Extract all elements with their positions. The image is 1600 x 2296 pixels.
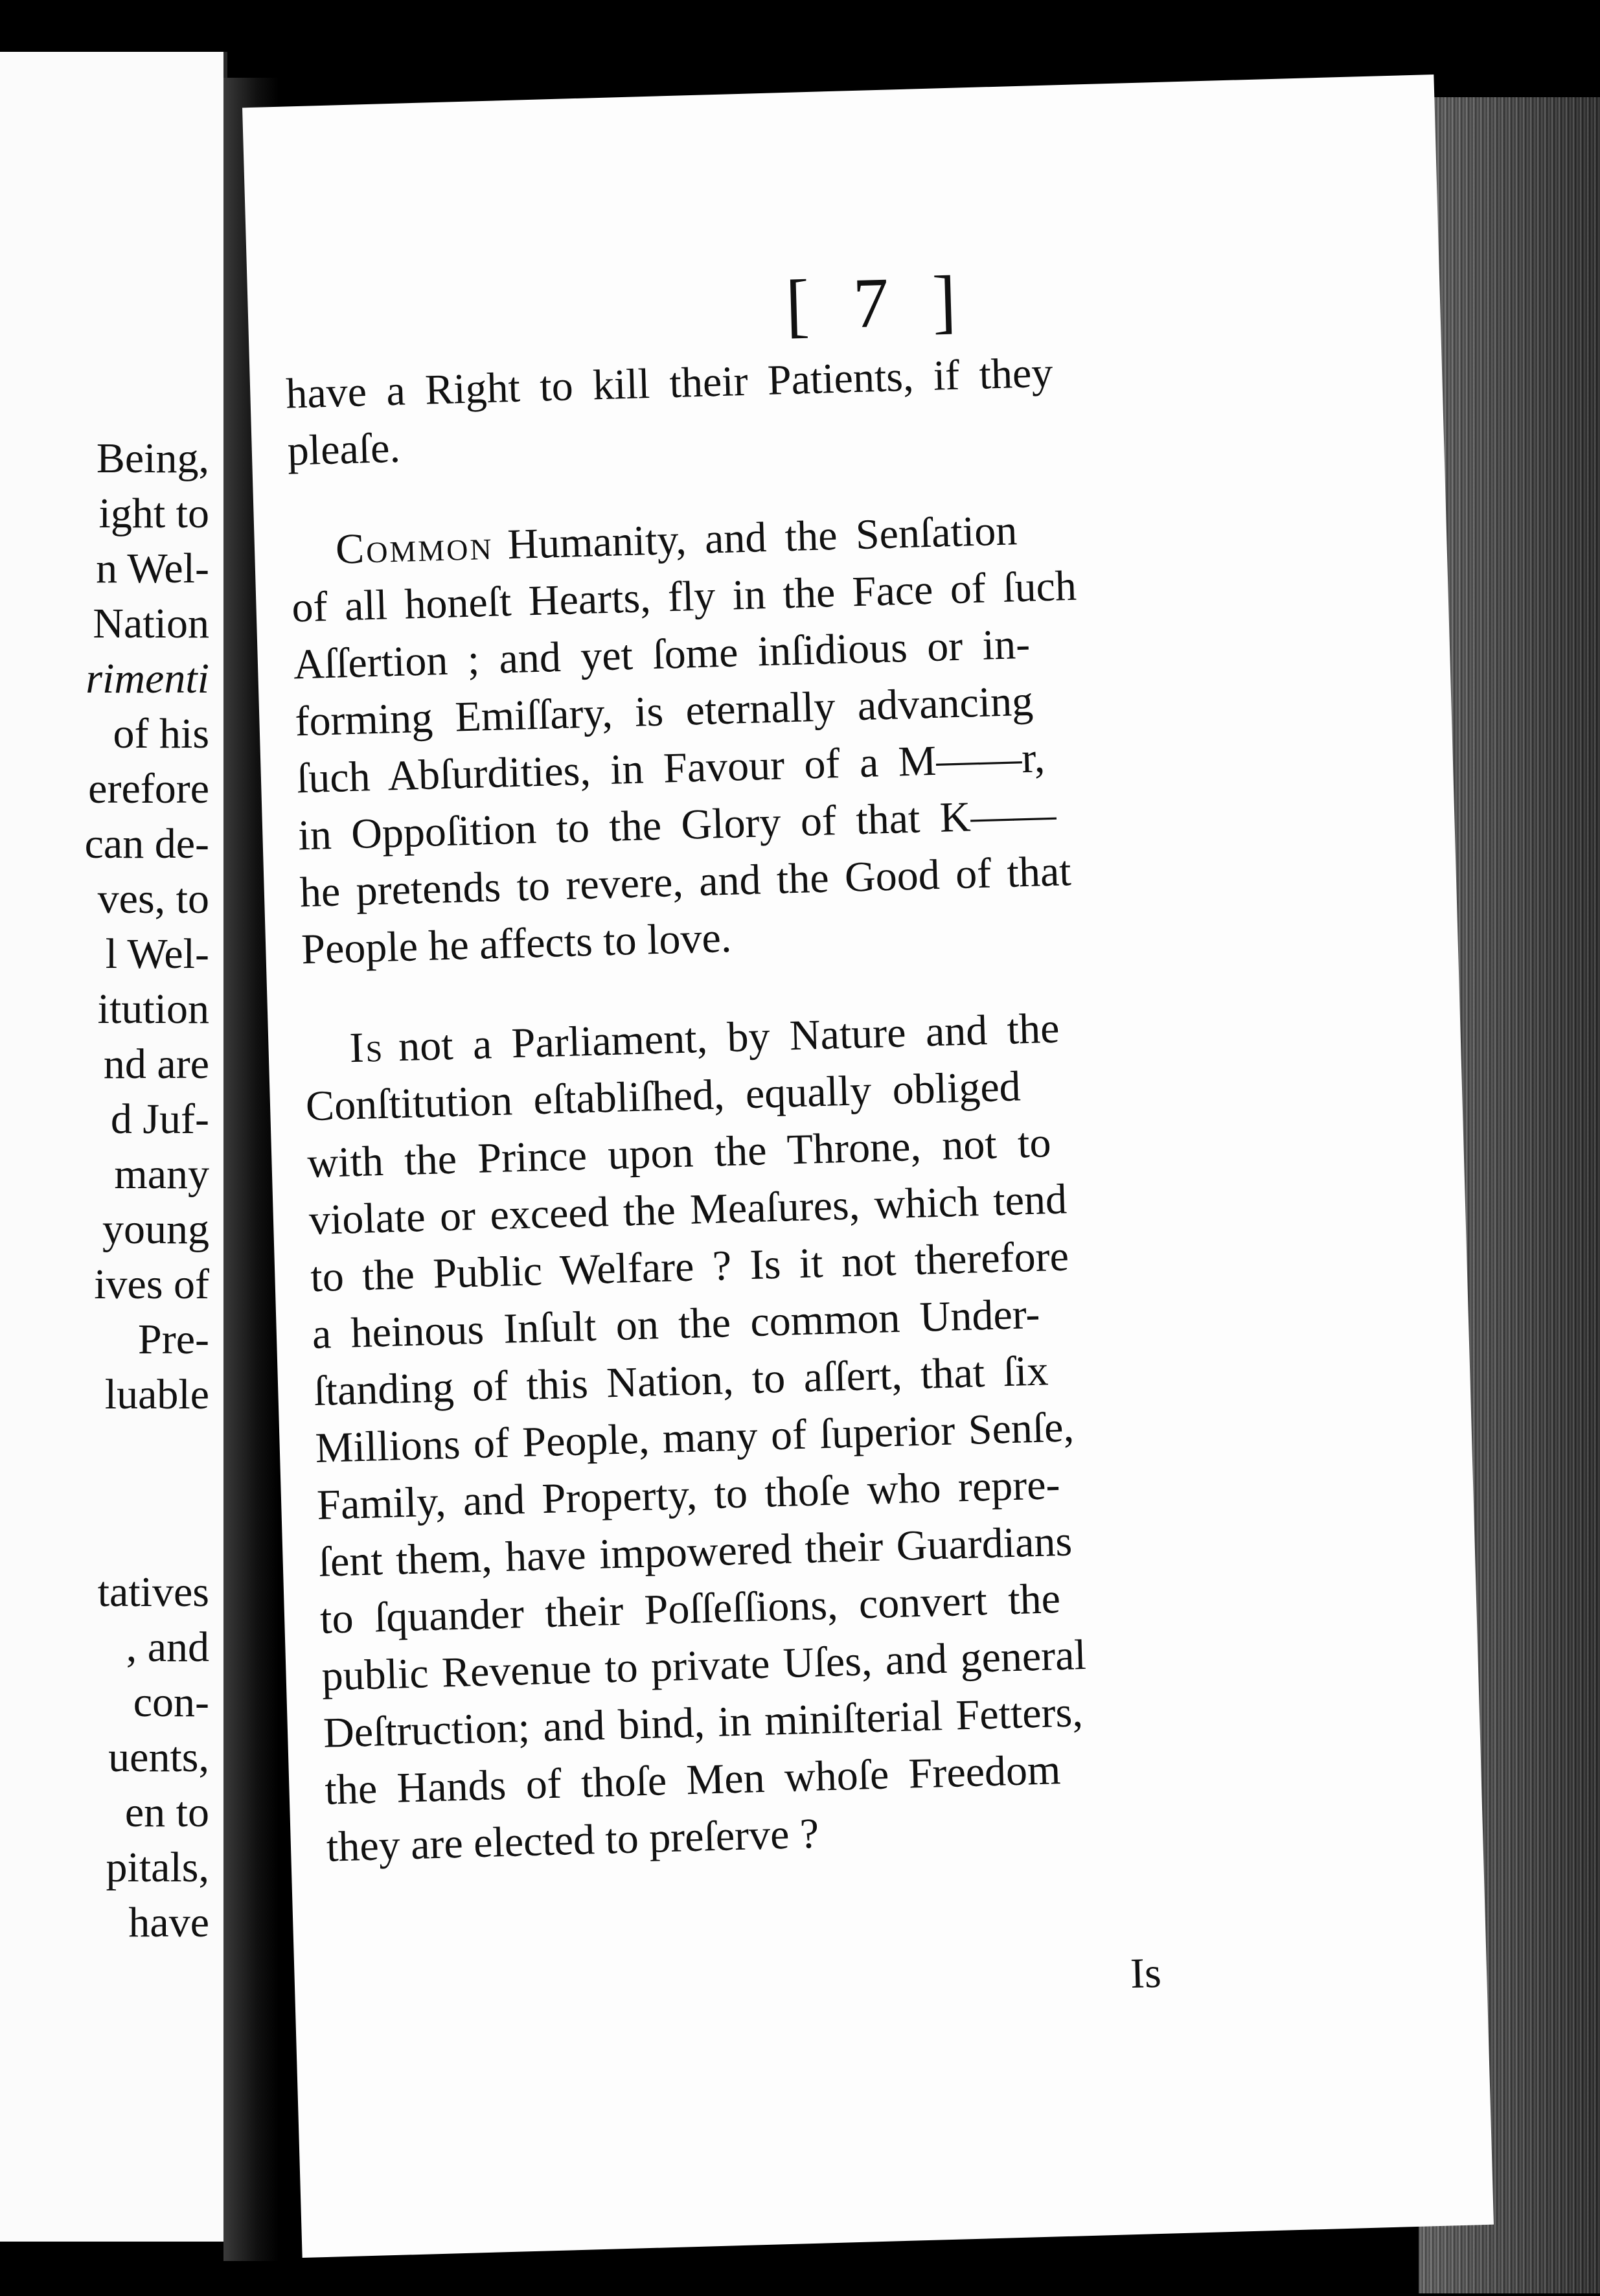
left-page-line: rimenti	[86, 655, 209, 702]
left-facing-page	[0, 52, 227, 2242]
text-line: violate or exceed the Meaſures, which tend	[308, 1175, 1068, 1245]
text-line: the Hands of thoſe Men whoſe Freedom	[324, 1746, 1062, 1814]
left-page-line: Being,	[96, 435, 209, 482]
word-space	[492, 516, 508, 574]
left-page-line: uents,	[108, 1734, 209, 1781]
text-line: with the Prince upon the Throne, not to	[306, 1119, 1052, 1188]
left-page-line: con-	[133, 1679, 209, 1726]
text-line: People he affects to love.	[301, 913, 733, 974]
left-page-line: l Wel-	[105, 930, 209, 978]
catchword: Is	[1129, 1949, 1162, 1998]
left-page-line: n Wel-	[96, 545, 209, 592]
text-line: forming Emiſſary, is eternally advancing	[294, 677, 1034, 746]
paragraph-lead-word: Common	[335, 521, 494, 573]
text-line: ſent them, have impowered their Guardians	[317, 1517, 1073, 1586]
left-page-line: Pre-	[138, 1316, 209, 1363]
left-page-line: young	[102, 1206, 209, 1253]
paragraph-indent	[303, 1020, 350, 1078]
page-number: [ 7 ]	[784, 260, 970, 345]
left-page-line: en to	[124, 1789, 209, 1836]
text-line: to the Public Welfare ? Is it not therefore	[310, 1232, 1069, 1302]
left-page-line: pitals,	[106, 1844, 209, 1891]
text-line: of all honeſt Hearts, fly in the Face of ſuch	[291, 562, 1077, 632]
left-page-line: of his	[113, 710, 209, 757]
word-space	[383, 1018, 399, 1076]
left-page-line: Nation	[93, 600, 209, 647]
paragraph	[303, 997, 1188, 1876]
left-page-line: ives of	[94, 1261, 209, 1308]
left-page-line: ight to	[98, 490, 209, 537]
left-page-line: itution	[97, 985, 209, 1033]
text-line-rest: Humanity, and the Senſation	[507, 507, 1018, 569]
text-line: ſtanding of this Nation, to aſſert, that ſix	[313, 1347, 1049, 1416]
text-line: Family, and Property, to thoſe who repre-	[316, 1460, 1061, 1529]
text-line: have a Right to kill their Patients, if they	[285, 349, 1054, 418]
left-page-line: luable	[104, 1371, 209, 1418]
text-line: Millions of People, many of ſuperior Senſe,	[314, 1403, 1075, 1472]
text-line: in Oppoſition to the Glory of that K——	[297, 790, 1057, 860]
paragraph-lead-word: Is	[349, 1023, 385, 1072]
text-line: he pretends to revere, and the Good of that	[299, 847, 1072, 917]
paragraph-indent	[290, 522, 336, 580]
left-page-line: erefore	[88, 765, 209, 812]
text-line: they are elected to preſerve ?	[326, 1809, 820, 1871]
left-page-line: many	[114, 1151, 209, 1198]
text-line: a heinous Inſult on the common Under-	[311, 1290, 1041, 1359]
paragraph	[290, 498, 1163, 978]
left-page-line: tatives	[97, 1568, 209, 1616]
paragraph	[285, 342, 1149, 480]
left-page-line: have	[128, 1899, 209, 1946]
left-page-line: can de-	[84, 820, 209, 867]
left-page-line: d Juf-	[110, 1096, 209, 1143]
text-line: public Revenue to private Uſes, and general	[321, 1631, 1087, 1700]
left-page-line: ves, to	[97, 875, 209, 923]
left-page-line: , and	[126, 1624, 209, 1671]
body-text	[285, 342, 1189, 1919]
text-line: Aſſertion ; and yet ſome inſidious or in-	[293, 620, 1031, 689]
text-line: pleaſe.	[286, 424, 401, 475]
text-line: ſuch Abſurdities, in Favour of a M——r,	[295, 734, 1046, 803]
text-line: Deſtruction; and bind, in miniſterial Fetters,	[323, 1688, 1084, 1757]
text-line: to ſquander their Poſſeſſions, convert the	[319, 1574, 1061, 1643]
main-page	[242, 75, 1494, 2258]
text-line: Conſtitution eſtabliſhed, equally obliged	[305, 1062, 1022, 1131]
left-page-line: nd are	[103, 1040, 209, 1088]
text-line-rest: not a Parliament, by Nature and the	[398, 1004, 1060, 1071]
